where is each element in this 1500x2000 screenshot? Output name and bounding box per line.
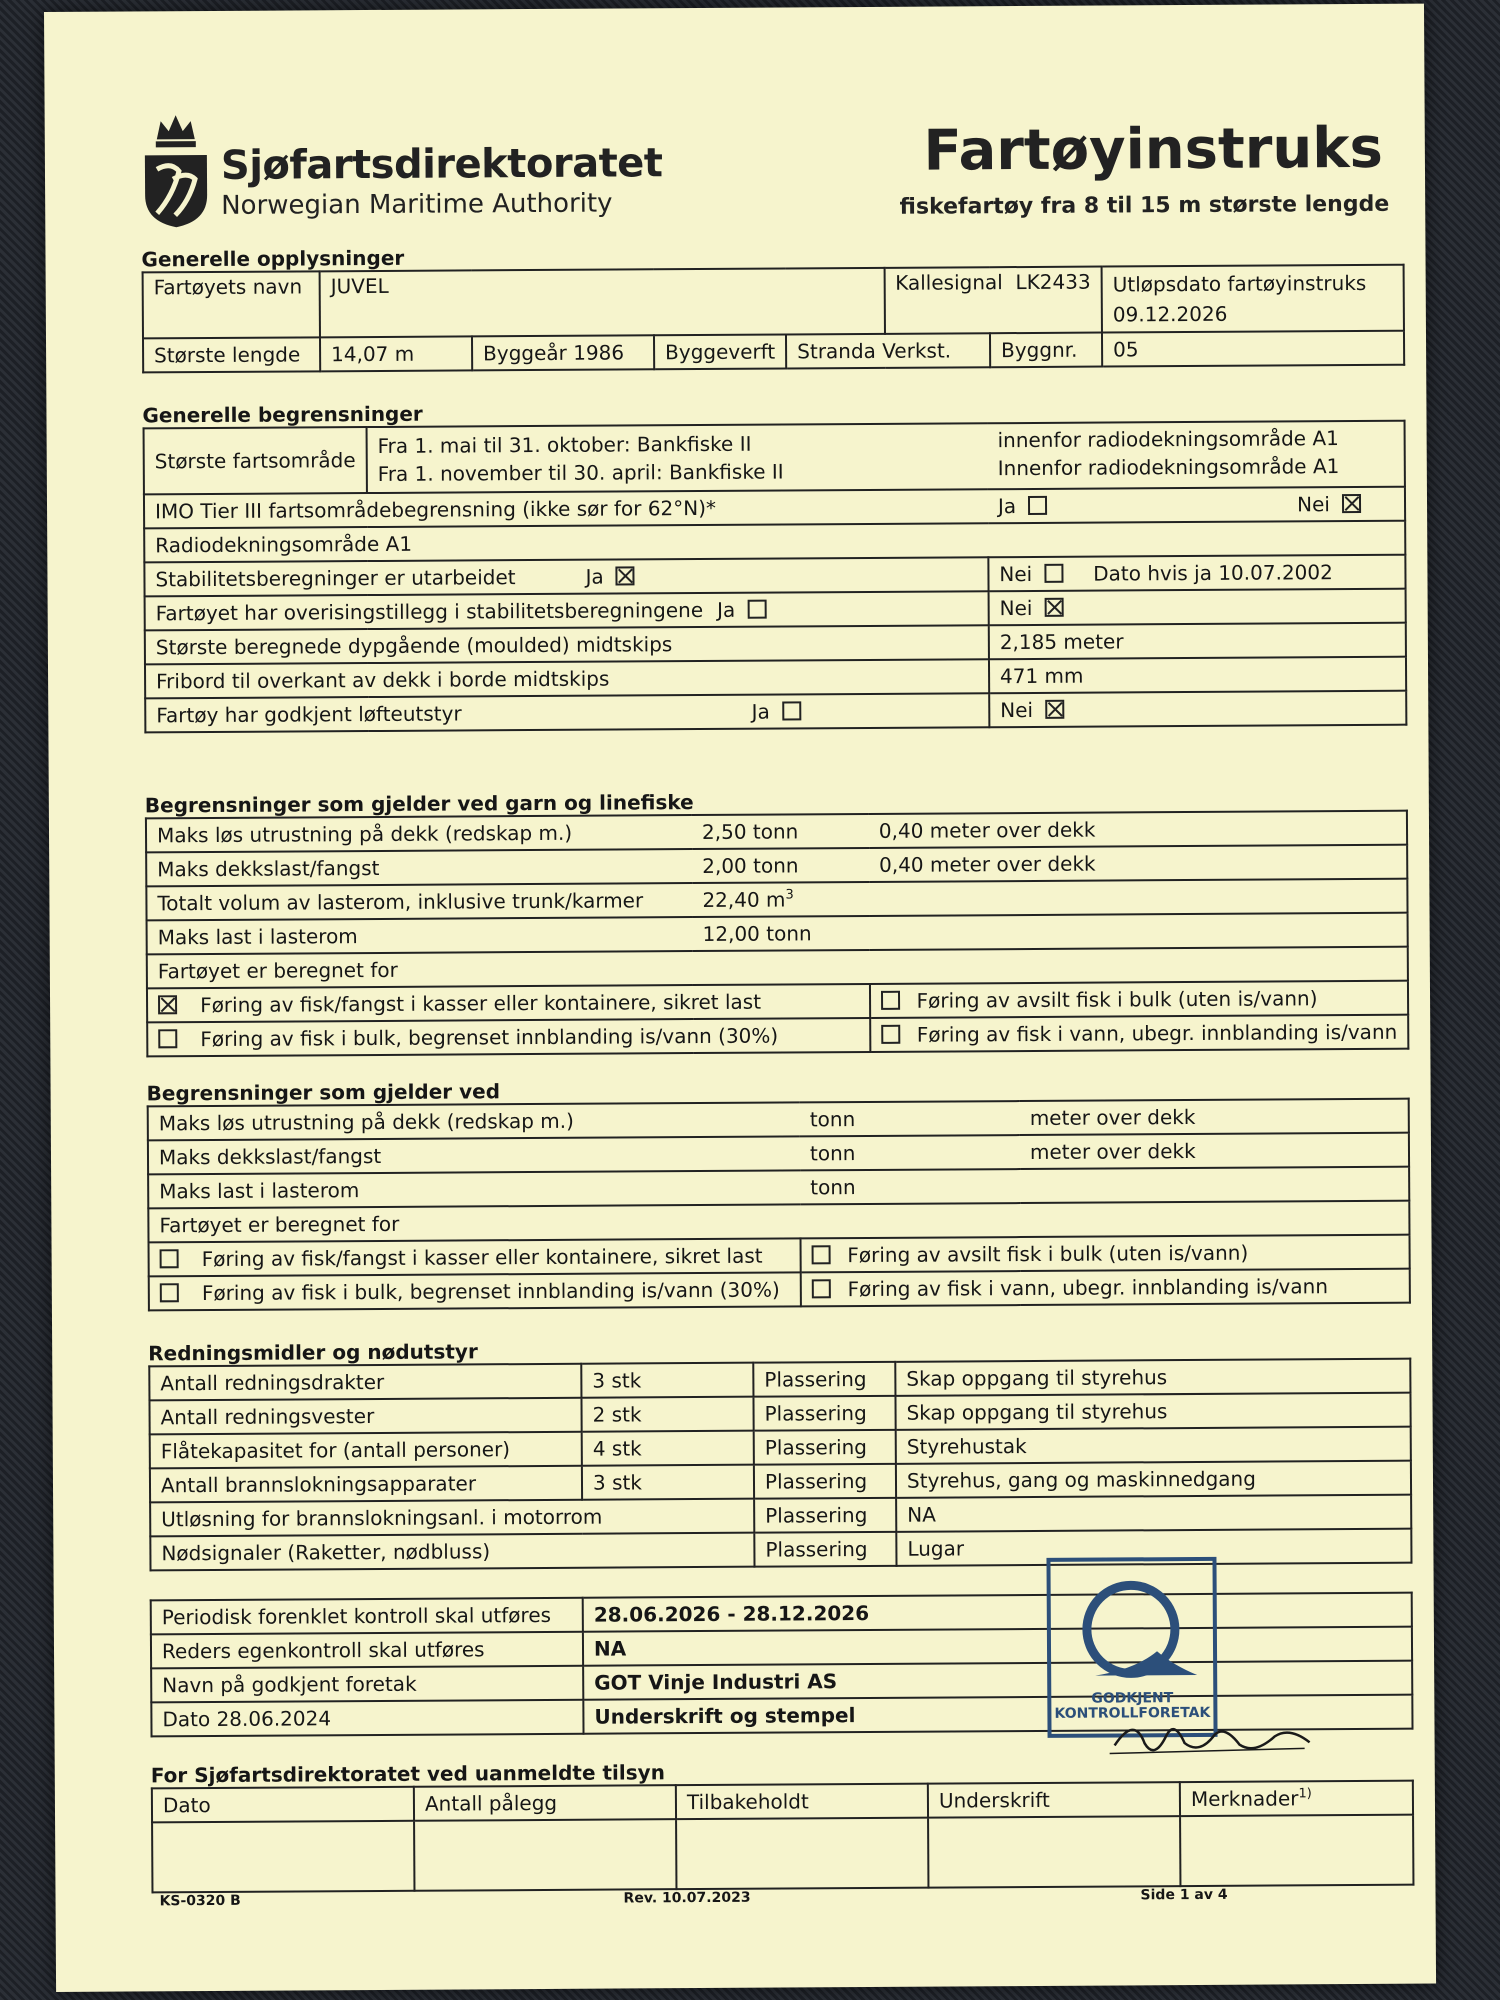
company-label: Navn på godkjent foretak	[151, 1666, 583, 1703]
owner-control-value: NA	[583, 1627, 1412, 1666]
col-orders: Antall pålegg	[414, 1785, 676, 1821]
col-remarks-label: Merknader	[1190, 1786, 1299, 1812]
rescue-place: Styrehustak	[896, 1427, 1411, 1464]
net-volume-value: 22,40 m	[702, 887, 786, 912]
other-opt1-checkbox[interactable]	[160, 1249, 179, 1268]
owner-control-label: Reders egenkontroll skal utføres	[151, 1632, 583, 1669]
other-fishing-table	[147, 1098, 1411, 1312]
net-deck-label: Maks dekkslast/fangst	[146, 849, 692, 886]
rescue-placement-label: Plassering	[754, 1532, 896, 1567]
other-opt3-checkbox[interactable]	[160, 1283, 179, 1302]
callsign-label: Kallesignal	[895, 270, 1003, 295]
inspection-cell[interactable]	[152, 1821, 414, 1893]
callsign-cell	[884, 267, 1102, 334]
net-designed-label: Fartøyet er beregnet for	[147, 947, 1408, 989]
icing-no-label: Nei	[999, 595, 1033, 621]
icing-options	[988, 589, 1405, 626]
area-radio-2: Innenfor radiodekningsområde A1	[997, 454, 1340, 481]
radio-coverage: Radiodekningsområde A1	[144, 521, 1405, 563]
rescue-label: Antall redningsvester	[149, 1398, 581, 1435]
draught-value: 2,185 meter	[989, 623, 1406, 660]
length-value: 14,07 m	[320, 336, 472, 371]
draught-label: Største beregnede dypgående (moulded) midtskips	[145, 625, 989, 664]
imo-yes-checkbox[interactable]	[1028, 496, 1047, 515]
net-volume-unit-sup: 3	[785, 887, 794, 903]
vessel-name-label: Fartøyets navn	[143, 271, 320, 338]
inspection-cell[interactable]	[414, 1819, 676, 1891]
stability-row	[144, 557, 988, 596]
lifting-label: Fartøy har godkjent løfteutstyr	[156, 701, 462, 728]
net-loose-height: 0,40 meter over dekk	[869, 811, 1407, 848]
rescue-place: Styrehus, gang og maskinnedgang	[896, 1461, 1411, 1498]
net-deck-height: 0,40 meter over dekk	[869, 845, 1407, 882]
net-deck-tonn: 2,00 tonn	[692, 848, 869, 883]
net-option-2	[870, 981, 1408, 1018]
net-opt4-checkbox[interactable]	[881, 1025, 900, 1044]
area-radio	[987, 421, 1404, 490]
col-remarks	[1180, 1781, 1413, 1816]
net-loose-tonn: 2,50 tonn	[692, 814, 869, 849]
lifting-row	[145, 693, 989, 732]
expiry-cell	[1102, 265, 1404, 333]
org-name: Sjøfartsdirektoratet	[220, 140, 663, 189]
stability-yes-label: Ja	[585, 564, 604, 589]
icing-label: Fartøyet har overisingstillegg i stabilitetsberegningene	[155, 597, 704, 626]
net-opt1-label: Føring av fisk/fangst i kasser eller kontainere, sikret last	[200, 989, 762, 1018]
other-hold-label: Maks last i lasterom	[148, 1170, 800, 1208]
signature-scribble	[1104, 1704, 1324, 1765]
page-number: Side 1 av 4	[1140, 1886, 1228, 1904]
lifting-no-label: Nei	[1000, 697, 1034, 723]
other-opt4-checkbox[interactable]	[812, 1279, 831, 1298]
rescue-label: Flåtekapasitet for (antall personer)	[150, 1432, 582, 1469]
periodic-value: 28.06.2026 - 28.12.2026	[583, 1593, 1412, 1632]
control-date: Dato 28.06.2024	[151, 1700, 583, 1737]
net-option-1	[147, 984, 870, 1022]
other-designed-label: Fartøyet er beregnet for	[148, 1201, 1409, 1243]
other-loose-height: meter over dekk	[1020, 1099, 1409, 1135]
other-hold-value: tonn	[800, 1167, 1409, 1205]
rescue-place: Lugar	[896, 1529, 1411, 1566]
yard-value: Stranda Verkst.	[786, 333, 990, 368]
other-option-1	[149, 1238, 801, 1276]
imo-yes-label: Ja	[997, 494, 1017, 519]
inspection-cell[interactable]	[1180, 1815, 1413, 1886]
section-title-inspection: For Sjøfartsdirektoratet ved uanmeldte tilsyn	[150, 1760, 665, 1788]
area-radio-1: innenfor radiodekningsområde A1	[997, 426, 1339, 453]
section-title-general-info: Generelle opplysninger	[141, 245, 405, 272]
rescue-qty: 3 stk	[582, 1465, 754, 1500]
other-opt2-checkbox[interactable]	[812, 1245, 831, 1264]
section-title-rescue: Redningsmidler og nødutstyr	[148, 1339, 478, 1366]
net-opt1-checkbox[interactable]	[158, 995, 177, 1014]
build-no-value: 05	[1102, 331, 1404, 367]
rescue-placement-label: Plassering	[754, 1464, 896, 1499]
form-id: KS-0320 B	[159, 1892, 241, 1910]
other-loose-label: Maks løs utrustning på dekk (redskap m.)	[148, 1102, 800, 1140]
length-label: Største lengde	[143, 337, 320, 372]
section-title-general-limits: Generelle begrensninger	[142, 401, 423, 428]
stability-label: Stabilitetsberegninger er utarbeidet	[155, 565, 516, 592]
rescue-qty: 3 stk	[581, 1363, 753, 1398]
freeboard-label: Fribord til overkant av dekk i borde midtskips	[145, 659, 989, 698]
imo-no-label: Nei	[1297, 492, 1330, 517]
net-loose-label: Maks løs utrustning på dekk (redskap m.)	[146, 815, 692, 852]
col-date: Dato	[152, 1787, 414, 1823]
area-period-2: Fra 1. november til 30. april: Bankfiske II	[377, 459, 784, 486]
other-option-2	[801, 1235, 1410, 1273]
icing-yes-label: Ja	[717, 597, 736, 622]
net-hold-label: Maks last i lasterom	[147, 917, 693, 954]
rescue-place: Skap oppgang til styrehus	[895, 1393, 1410, 1430]
other-deck-tonn: tonn	[800, 1135, 1020, 1170]
other-opt1-label: Føring av fisk/fangst i kasser eller kontainere, sikret last	[201, 1243, 763, 1272]
icing-yes-checkbox[interactable]	[747, 600, 766, 619]
other-opt3-label: Føring av fisk i bulk, begrenset innblanding is/vann (30%)	[201, 1277, 780, 1306]
net-option-3	[147, 1018, 870, 1056]
build-no-label: Byggnr.	[990, 333, 1102, 368]
general-limits-table	[143, 420, 1408, 734]
other-deck-label: Maks dekkslast/fangst	[148, 1136, 800, 1174]
stability-options	[988, 555, 1405, 592]
revision: Rev. 10.07.2023	[623, 1889, 751, 1907]
lifting-no-checkbox[interactable]	[1045, 700, 1064, 719]
crown-shield-icon	[143, 109, 210, 229]
icing-no-checkbox[interactable]	[1044, 598, 1063, 617]
document-page	[44, 4, 1436, 1992]
net-volume	[692, 879, 1407, 917]
rescue-placement-label: Plassering	[754, 1498, 896, 1533]
col-remarks-sup: 1)	[1298, 1786, 1312, 1802]
net-opt2-label: Føring av avsilt fisk i bulk (uten is/vann)	[916, 986, 1318, 1013]
rescue-label: Utløsning for brannslokningsanl. i motorrom	[150, 1499, 754, 1537]
stability-date: Dato hvis ja 10.07.2002	[1093, 560, 1333, 586]
imo-label: IMO Tier III fartsområdebegrensning (ikke sør for 62°N)*	[144, 489, 988, 528]
stability-no-label: Nei	[999, 561, 1033, 587]
stamp-emblem-icon	[1065, 1573, 1204, 1686]
area-periods	[366, 423, 987, 493]
rescue-placement-label: Plassering	[753, 1362, 895, 1397]
expiry-label: Utløpsdato fartøyinstruks	[1112, 270, 1367, 297]
rescue-label: Antall redningsdrakter	[149, 1364, 581, 1401]
net-option-4	[870, 1015, 1408, 1052]
document-subtitle: fiskefartøy fra 8 til 15 m største lengde	[899, 191, 1390, 220]
imo-options	[988, 487, 1405, 524]
periodic-label: Periodisk forenklet kontroll skal utføres	[151, 1598, 583, 1635]
other-deck-height: meter over dekk	[1020, 1133, 1409, 1169]
area-label: Største fartsområde	[144, 427, 367, 494]
authority-logo	[143, 106, 663, 233]
rescue-placement-label: Plassering	[753, 1396, 895, 1431]
net-volume-label: Totalt volum av lasterom, inklusive trunk/karmer	[146, 883, 692, 920]
expiry-value: 09.12.2026	[1112, 301, 1228, 327]
rescue-qty: 4 stk	[582, 1431, 754, 1466]
other-option-3	[149, 1272, 801, 1310]
rescue-label: Nødsignaler (Raketter, nødbluss)	[150, 1533, 754, 1571]
other-loose-tonn: tonn	[800, 1101, 1020, 1136]
general-info-table	[142, 264, 1406, 374]
col-detained: Tilbakeholdt	[676, 1784, 928, 1820]
document-title: Fartøyinstruks	[923, 115, 1384, 184]
company-value: GOT Vinje Industri AS	[583, 1661, 1412, 1700]
other-option-4	[801, 1269, 1410, 1307]
lifting-yes-checkbox[interactable]	[782, 701, 801, 720]
other-opt4-label: Føring av fisk i vann, ubegr. innblanding is/vann	[847, 1274, 1329, 1302]
net-opt2-checkbox[interactable]	[881, 991, 900, 1010]
yard-label: Byggeverft	[654, 334, 786, 369]
col-signature: Underskrift	[928, 1782, 1180, 1818]
icing-row	[145, 591, 989, 630]
build-year: Byggeår 1986	[472, 335, 654, 370]
rescue-place: Skap oppgang til styrehus	[895, 1359, 1410, 1396]
stamp-text-1: GODKJENT	[1091, 1690, 1174, 1707]
net-fishing-table	[145, 810, 1409, 1058]
other-opt2-label: Føring av avsilt fisk i bulk (uten is/vann)	[847, 1240, 1249, 1268]
net-opt3-label: Føring av fisk i bulk, begrenset innblanding is/vann (30%)	[200, 1023, 779, 1052]
net-opt4-label: Føring av fisk i vann, ubegr. innblanding is/vann	[916, 1019, 1398, 1047]
section-title-net-fishing: Begrensninger som gjelder ved garn og linefiske	[144, 790, 694, 818]
area-period-1: Fra 1. mai til 31. oktober: Bankfiske II	[377, 431, 752, 458]
inspection-cell[interactable]	[676, 1818, 928, 1890]
inspection-table	[151, 1780, 1415, 1894]
stability-no-checkbox[interactable]	[1044, 564, 1063, 583]
signature-label: Underskrift og stempel	[583, 1695, 1412, 1734]
stamp-text-2: KONTROLLFORETAK	[1054, 1704, 1211, 1722]
rescue-qty: 2 stk	[581, 1397, 753, 1432]
lifting-yes-label: Ja	[751, 699, 770, 724]
rescue-table	[148, 1358, 1412, 1572]
freeboard-value: 471 mm	[989, 657, 1406, 694]
section-title-other-fishing: Begrensninger som gjelder ved	[146, 1079, 501, 1106]
stability-yes-checkbox[interactable]	[616, 566, 635, 585]
rescue-label: Antall brannslokningsapparater	[150, 1466, 582, 1503]
lifting-options	[989, 691, 1406, 728]
vessel-name-value: JUVEL	[320, 268, 885, 337]
rescue-placement-label: Plassering	[754, 1430, 896, 1465]
inspection-cell[interactable]	[928, 1816, 1180, 1888]
org-name-english: Norwegian Maritime Authority	[221, 188, 613, 221]
callsign-value: LK2433	[1015, 269, 1091, 295]
net-opt3-checkbox[interactable]	[158, 1029, 177, 1048]
rescue-place: NA	[896, 1495, 1411, 1532]
imo-no-checkbox[interactable]	[1342, 494, 1361, 513]
net-hold-value: 12,00 tonn	[693, 913, 1408, 951]
